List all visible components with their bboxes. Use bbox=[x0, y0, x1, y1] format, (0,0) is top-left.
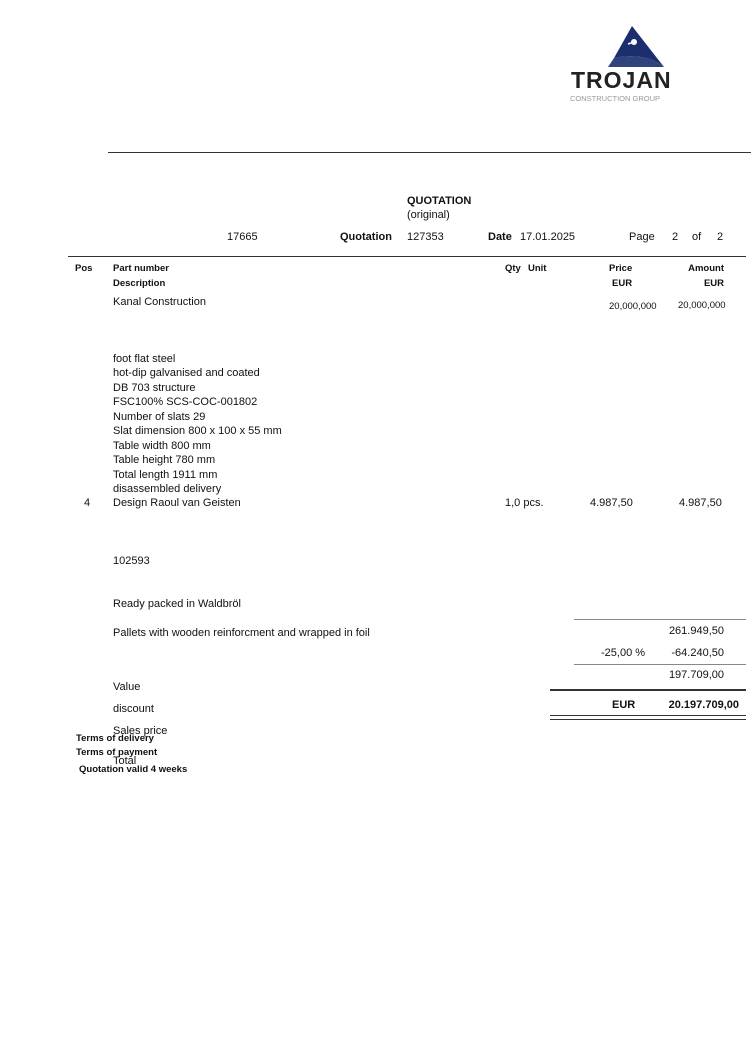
logo-tagline: CONSTRUCTION GROUP bbox=[570, 94, 660, 103]
terms-delivery: Terms of delivery bbox=[76, 733, 154, 744]
item-packing: Ready packed in Waldbröl bbox=[113, 598, 241, 610]
discount-label: discount bbox=[113, 703, 154, 715]
item-part-number: 102593 bbox=[113, 555, 150, 567]
date-value: 17.01.2025 bbox=[520, 231, 576, 243]
intro-price: 20,000,000 bbox=[609, 301, 657, 312]
description-line: Design Raoul van Geisten bbox=[113, 497, 241, 509]
quotation-number: 127353 bbox=[407, 231, 444, 243]
col-price: Price bbox=[609, 263, 633, 274]
grand-total: 20.197.709,00 bbox=[668, 699, 739, 711]
col-unit: Unit bbox=[528, 263, 547, 274]
totals-divider bbox=[574, 664, 746, 665]
item-pallets: Pallets with wooden reinforcment and wrapped in foil bbox=[113, 627, 370, 639]
sales-price-amount: 197.709,00 bbox=[668, 669, 724, 681]
description-line: Total length 1911 mm bbox=[113, 469, 218, 481]
col-pos: Pos bbox=[75, 263, 93, 274]
total-value: 261.949,50 bbox=[668, 625, 724, 637]
item-amount: 4.987,50 bbox=[679, 497, 722, 509]
discount-amount: -64.240,50 bbox=[671, 647, 724, 659]
description-line: Table width 800 mm bbox=[113, 440, 211, 452]
terms-payment: Terms of payment bbox=[76, 747, 158, 758]
description-line: FSC100% SCS-COC-001802 bbox=[113, 396, 258, 408]
description-line: DB 703 structure bbox=[113, 382, 196, 394]
value-label: Value bbox=[113, 681, 141, 693]
header-divider bbox=[108, 152, 751, 153]
description-line: Table height 780 mm bbox=[113, 454, 216, 466]
page-count: 2 bbox=[717, 231, 724, 243]
col-amount: Amount bbox=[688, 263, 724, 274]
description-line: hot-dip galvanised and coated bbox=[113, 367, 260, 379]
description-line: foot flat steel bbox=[113, 353, 176, 365]
total-divider bbox=[550, 689, 746, 691]
table-header-divider bbox=[68, 256, 746, 257]
description-line: disassembled delivery bbox=[113, 483, 222, 495]
document-title: QUOTATION bbox=[407, 195, 472, 207]
totals-divider bbox=[574, 619, 746, 620]
description-line: Number of slats 29 bbox=[113, 411, 206, 423]
col-amount-currency: EUR bbox=[703, 278, 724, 289]
col-description: Description bbox=[113, 278, 166, 289]
total-label: Total bbox=[113, 755, 137, 767]
page-number: 2 bbox=[672, 231, 679, 243]
item-qty: 1,0 pcs. bbox=[505, 497, 544, 509]
item-pos: 4 bbox=[84, 497, 91, 509]
logo-name: TROJAN bbox=[571, 67, 672, 93]
date-label: Date bbox=[488, 231, 512, 243]
col-price-currency: EUR bbox=[612, 278, 633, 289]
customer-number: 17665 bbox=[227, 231, 258, 243]
discount-percent: -25,00 % bbox=[601, 647, 646, 659]
description-line: Slat dimension 800 x 100 x 55 mm bbox=[113, 425, 282, 437]
of-label: of bbox=[692, 231, 702, 243]
col-qty: Qty bbox=[505, 263, 521, 274]
item-price: 4.987,50 bbox=[590, 497, 633, 509]
page-label: Page bbox=[629, 231, 655, 243]
intro-amount: 20,000,000 bbox=[678, 300, 726, 311]
quotation-validity: Quotation valid 4 weeks bbox=[79, 764, 188, 775]
quotation-label: Quotation bbox=[340, 231, 392, 243]
double-underline bbox=[550, 715, 746, 720]
company-logo bbox=[568, 24, 696, 104]
sales-price-label: Sales price bbox=[113, 725, 168, 737]
total-currency: EUR bbox=[612, 699, 636, 711]
document-subtitle: (original) bbox=[407, 209, 450, 221]
intro-description: Kanal Construction bbox=[113, 296, 206, 308]
col-part-number: Part number bbox=[113, 263, 169, 274]
